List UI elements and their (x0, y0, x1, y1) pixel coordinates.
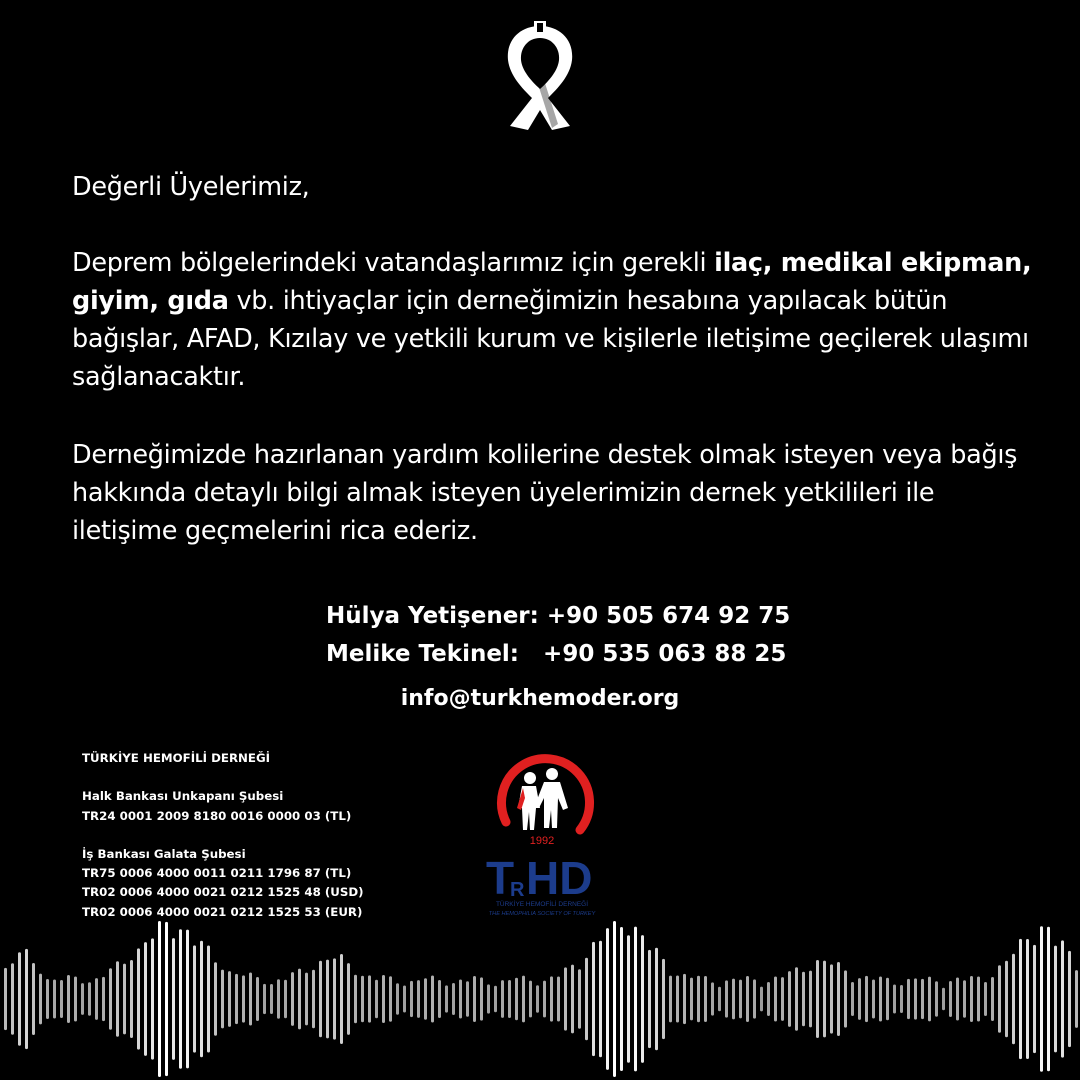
wave-bar (837, 962, 840, 1036)
wave-bar (263, 984, 266, 1014)
wave-bar (1019, 939, 1022, 1059)
awareness-ribbon-icon (498, 18, 582, 134)
wave-bar (1054, 946, 1057, 1053)
paragraph-bold-text: ilaç, medikal ekipman, giyim, gıda (72, 248, 1032, 316)
wave-bar (291, 972, 294, 1026)
wave-bar (39, 974, 42, 1025)
logo-letter-t: T (486, 852, 515, 904)
wave-bar (137, 948, 140, 1049)
wave-bar (536, 985, 539, 1013)
iban: TR02 0006 4000 0021 0212 1525 48 (USD) (82, 885, 364, 900)
wave-bar (417, 980, 420, 1018)
message-body (72, 168, 1032, 590)
wave-bar (326, 960, 329, 1039)
wave-bar (543, 981, 546, 1018)
logo-caption-en: THE HEMOPHILIA SOCIETY OF TURKEY (488, 911, 596, 917)
wave-bar (60, 980, 63, 1018)
wave-bar (1075, 970, 1078, 1028)
contact-name: Melike Tekinel: (326, 641, 520, 667)
bank-info (82, 749, 364, 922)
wave-bar (739, 980, 742, 1019)
wave-bar (256, 977, 259, 1021)
wave-bar (872, 980, 875, 1019)
wave-bar (564, 967, 567, 1030)
wave-bar (459, 980, 462, 1019)
wave-bar (473, 976, 476, 1022)
wave-bar (67, 975, 70, 1023)
wave-bar (1068, 951, 1071, 1047)
wave-bar (305, 973, 308, 1026)
wave-bar (627, 935, 630, 1062)
paragraph-donations (72, 244, 1032, 396)
wave-bar (508, 980, 511, 1018)
wave-bar (249, 973, 252, 1026)
wave-bar (592, 942, 595, 1056)
wave-bar (445, 985, 448, 1012)
wave-bar (487, 984, 490, 1013)
wave-bar (88, 982, 91, 1015)
wave-bar (620, 927, 623, 1071)
wave-bar (788, 971, 791, 1027)
wave-bar (102, 977, 105, 1021)
paragraph-contact-request: Derneğimizde hazırlanan yardım kolilerine destek olmak isteyen veya bağış hakkında detaylı bilgi almak isteyen üyelerimizin dernek yetkilileri ile iletişime geçmelerini rica ederiz. (72, 440, 1018, 546)
wave-bar (312, 970, 315, 1028)
wave-bar (32, 963, 35, 1035)
wave-bar (130, 960, 133, 1038)
wave-bar (1005, 961, 1008, 1038)
wave-bar (529, 981, 532, 1018)
wave-bar (732, 979, 735, 1020)
wave-bar (606, 928, 609, 1070)
wave-bar (557, 977, 560, 1022)
wave-bar (438, 980, 441, 1018)
wave-bar (368, 975, 371, 1022)
wave-bar (298, 969, 301, 1030)
wave-bar (991, 977, 994, 1021)
wave-bar (641, 935, 644, 1063)
wave-bar (81, 983, 84, 1015)
wave-bar (676, 976, 679, 1023)
contact-phone[interactable]: +90 505 674 92 75 (546, 603, 791, 629)
wave-bar (914, 978, 917, 1019)
wave-bar (893, 985, 896, 1014)
paragraph-text: Deprem bölgelerindeki vatandaşlarımız için gerekli (72, 248, 715, 278)
wave-bar (466, 981, 469, 1017)
wave-bar (879, 977, 882, 1022)
logo-letter-r: R (510, 879, 525, 901)
wave-bar (389, 976, 392, 1022)
wave-bar (795, 967, 798, 1030)
wave-bar (452, 983, 455, 1015)
wave-bar (403, 986, 406, 1013)
wave-bar (781, 977, 784, 1021)
wave-bar (704, 976, 707, 1022)
contact-phone[interactable]: +90 535 063 88 25 (543, 641, 787, 667)
wave-bar (984, 982, 987, 1016)
wave-bar (697, 976, 700, 1022)
wave-bar (347, 963, 350, 1035)
bank-name: Halk Bankası Unkapanı Şubesi (82, 789, 284, 804)
wave-bar (396, 983, 399, 1014)
wave-bar (25, 949, 28, 1049)
wave-bar (53, 980, 56, 1019)
wave-bar (172, 938, 175, 1060)
wave-bar (648, 950, 651, 1048)
wave-bar (935, 981, 938, 1016)
wave-bar (228, 971, 231, 1027)
wave-bar (865, 976, 868, 1022)
wave-bar (18, 952, 21, 1045)
wave-bar (998, 965, 1001, 1033)
org-name: TÜRKİYE HEMOFİLİ DERNEĞİ (82, 751, 271, 765)
wave-bar (907, 979, 910, 1019)
wave-bar (123, 964, 126, 1035)
wave-bar (1061, 940, 1064, 1057)
wave-bar (116, 961, 119, 1036)
wave-bar (354, 975, 357, 1023)
wave-bar (200, 941, 203, 1058)
wave-bar (1026, 939, 1029, 1059)
wave-bar (550, 976, 553, 1021)
wave-bar (928, 977, 931, 1022)
wave-bar (284, 980, 287, 1018)
wave-bar (746, 976, 749, 1022)
email-link[interactable]: info@turkhemoder.org (400, 686, 680, 711)
wave-bar (690, 978, 693, 1021)
wave-bar (242, 975, 245, 1022)
wave-bar (851, 982, 854, 1016)
wave-bar (816, 960, 819, 1038)
wave-bar (235, 974, 238, 1024)
wave-bar (319, 961, 322, 1038)
wave-bar (823, 961, 826, 1038)
thd-logo (458, 738, 626, 922)
contact-row (326, 635, 790, 673)
wave-bar (774, 977, 777, 1022)
wave-bar (767, 982, 770, 1016)
wave-bar (179, 929, 182, 1068)
wave-bar (634, 927, 637, 1072)
wave-bar (1040, 926, 1043, 1072)
wave-bar (221, 970, 224, 1029)
wave-bar (662, 959, 665, 1039)
wave-bar (74, 977, 77, 1022)
wave-bar (886, 978, 889, 1021)
wave-bar (144, 942, 147, 1056)
wave-bar (921, 979, 924, 1019)
iban: TR02 0006 4000 0021 0212 1525 53 (EUR) (82, 904, 363, 919)
wave-bar (382, 975, 385, 1023)
wave-bar (494, 986, 497, 1012)
wave-bar (11, 963, 14, 1035)
wave-bar (599, 941, 602, 1057)
wave-bar (725, 980, 728, 1017)
contact-row (326, 597, 790, 635)
wave-bar (214, 962, 217, 1035)
wave-bar (683, 974, 686, 1024)
wave-bar (186, 930, 189, 1069)
wave-bar (522, 976, 525, 1023)
bank-name: İş Bankası Galata Şubesi (82, 846, 246, 861)
logo-letters-hd: HD (526, 852, 593, 904)
wave-bar (655, 948, 658, 1051)
people-icon (517, 768, 568, 830)
wave-bar (970, 976, 973, 1022)
wave-bar (844, 970, 847, 1027)
wave-bar (515, 978, 518, 1021)
wave-bar (165, 922, 168, 1076)
wave-bar (753, 979, 756, 1018)
wave-bar (46, 979, 49, 1019)
wave-bar (270, 984, 273, 1014)
wave-bar (613, 921, 616, 1077)
wave-bar (333, 958, 336, 1039)
wave-bar (340, 954, 343, 1044)
wave-bar (760, 987, 763, 1012)
wave-bar (942, 988, 945, 1011)
wave-bar (956, 977, 959, 1020)
wave-bar (4, 968, 7, 1030)
wave-bar (151, 938, 154, 1059)
wave-bar (809, 971, 812, 1028)
contact-list (326, 597, 790, 673)
wave-bar (207, 945, 210, 1052)
wave-bar (578, 969, 581, 1029)
wave-bar (977, 976, 980, 1021)
wave-bar (424, 978, 427, 1020)
wave-bar (669, 976, 672, 1023)
wave-bar (963, 980, 966, 1017)
greeting: Değerli Üyelerimiz, (72, 172, 310, 202)
wave-bar (501, 980, 504, 1018)
wave-bar (277, 979, 280, 1018)
paragraph-text: vb. ihtiyaçlar için derneğimizin hesabına yapılacak bütün bağışlar, AFAD, Kızılay ve yetkili kurum ve kişilerle iletişime geçilerek ulaşımı sağlanacaktır. (72, 286, 1029, 392)
wave-bar (858, 978, 861, 1020)
wave-bar (1033, 945, 1036, 1053)
wave-bar (900, 985, 903, 1013)
wave-bar (109, 968, 112, 1030)
wave-bar (711, 982, 714, 1015)
sound-wave-icon (0, 918, 1080, 1080)
wave-bar (830, 964, 833, 1033)
wave-bar (158, 921, 161, 1077)
wave-bar (571, 965, 574, 1034)
wave-bar (375, 980, 378, 1018)
wave-bar (585, 958, 588, 1041)
logo-caption: TÜRKİYE HEMOFİLİ DERNEĞİ (495, 901, 589, 908)
wave-bar (1047, 927, 1050, 1072)
iban: TR24 0001 2009 8180 0016 0000 03 (TL) (82, 808, 352, 823)
wave-bar (1012, 954, 1015, 1045)
wave-bar (410, 981, 413, 1017)
wave-bar (949, 981, 952, 1017)
contact-name: Hülya Yetişener: (326, 603, 539, 629)
wave-bar (193, 945, 196, 1052)
wave-bar (95, 978, 98, 1020)
iban: TR75 0006 4000 0011 0211 1796 87 (TL) (82, 866, 352, 881)
wave-bar (361, 976, 364, 1022)
wave-bar (802, 972, 805, 1027)
wave-bar (718, 987, 721, 1012)
wave-bar (431, 976, 434, 1023)
wave-bar (480, 977, 483, 1020)
logo-year: 1992 (529, 835, 555, 847)
